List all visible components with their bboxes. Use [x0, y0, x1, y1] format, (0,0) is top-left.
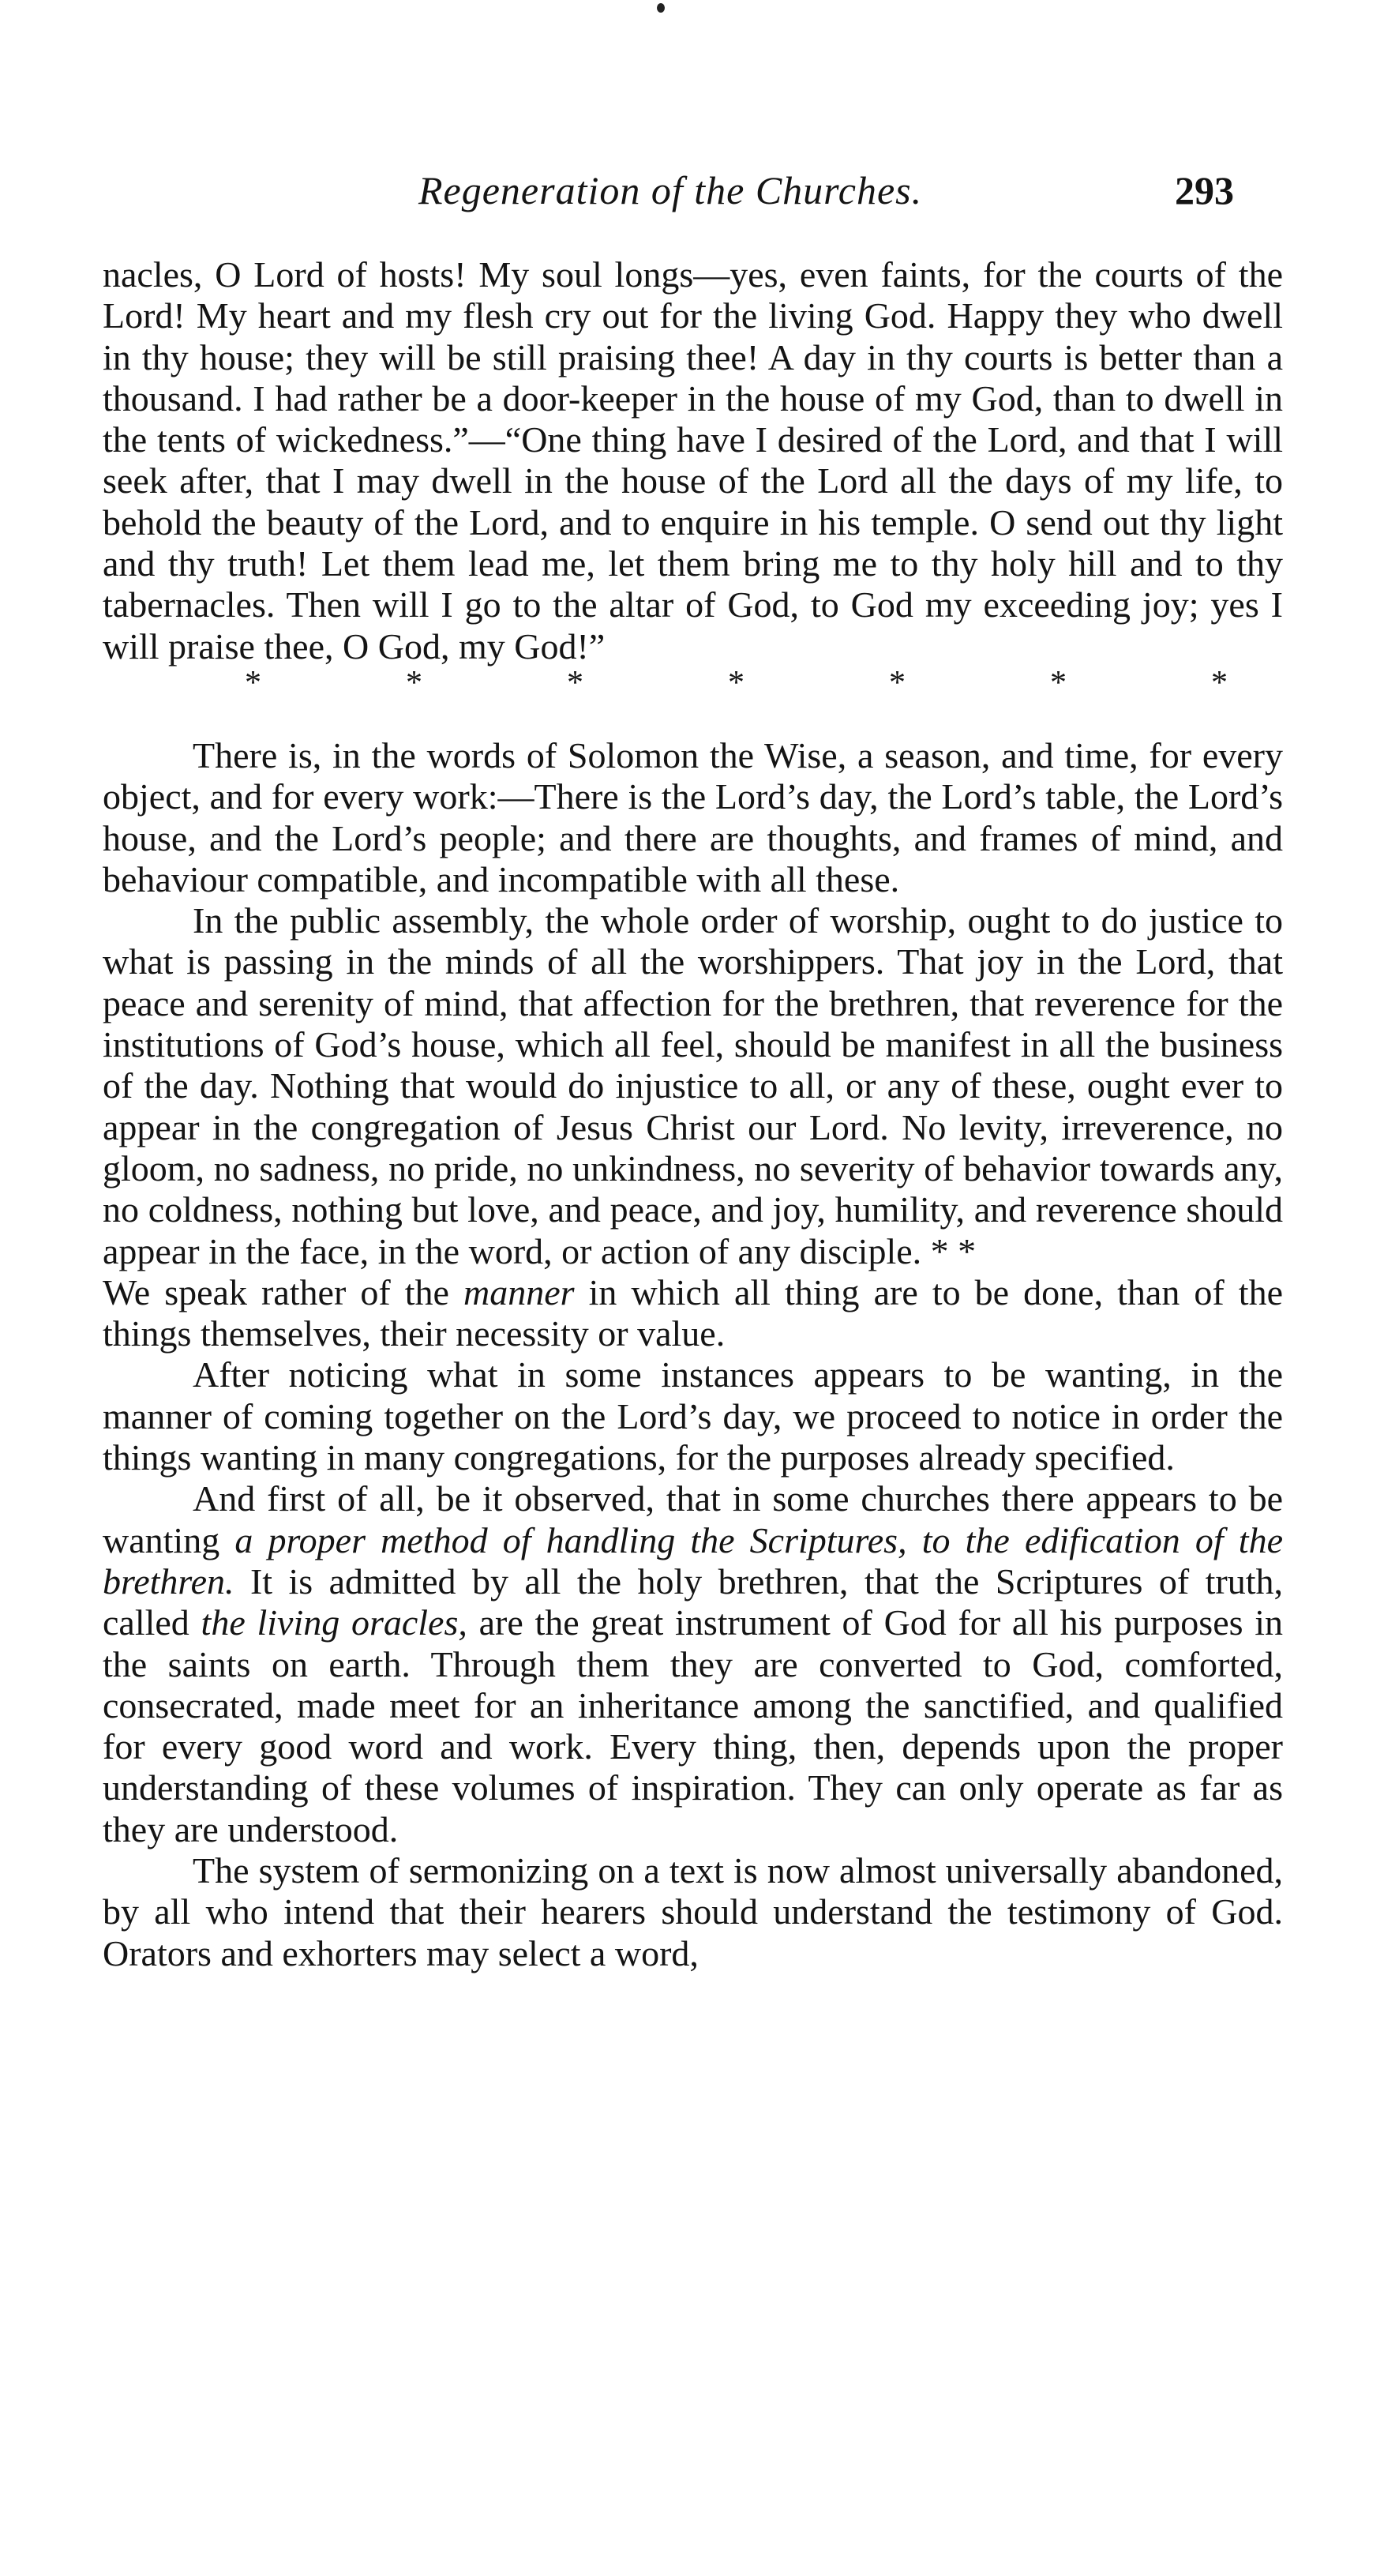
- asterisk: *: [567, 664, 583, 701]
- paragraph-1: nacles, O Lord of hosts! My soul longs—yes, even faints, for the courts of the Lord! My heart and my flesh cry out for the living God. Happy they who dwell in thy house; they will be still praising thee! A day in thy courts is better than a thousand. I had rather be a door-keeper in the house of my God, than to dwell in the tents of wickedness.”—“One thing have I desired of the Lord, and that I will seek after, that I may dwell in the house of the Lord all the days of my life, to behold the beauty of the Lord, and to enquire in his temple. O send out thy light and thy truth! Let them lead me, let them bring me to thy holy hill and to thy tabernacles. Then will I go to the altar of God, to God my exceeding joy; yes I will praise thee, O God, my God!”: [103, 254, 1283, 667]
- asterisk: *: [1211, 664, 1228, 701]
- paragraph-3-continued: [103, 1272, 1283, 1355]
- text-run: It is admitted by all the holy brethren, that the Scriptures of truth, called: [103, 1560, 1283, 1643]
- text-run: And first of all, be it observed, that in some churches there appears to be wanting: [103, 1478, 1283, 1560]
- asterisk: *: [728, 664, 745, 701]
- emphasis-living-oracles: the living oracles,: [201, 1602, 467, 1643]
- page-header: [0, 167, 1399, 223]
- asterisk: *: [889, 664, 906, 701]
- text-run: are the great instrument of God for all his purposes in the saints on earth. Through them they are converted to God, comforted, consecrated, made meet for an inheritance among the sanctified, and qualified for every good word and work. Every thing, then, depends upon the proper understanding of these volumes of inspiration. They can only operate as far as they are understood.: [103, 1602, 1284, 1849]
- paragraph-4: After noticing what in some instances appears to be wanting, in the manner of coming together on the Lord’s day, we proceed to notice in order the things wanting in many congregations, for the purposes already specified.: [103, 1354, 1283, 1478]
- paragraph-6: The system of sermonizing on a text is now almost universally abandoned, by all who intend that their hearers should understand the testimony of God. Orators and exhorters may select a word,: [103, 1849, 1283, 1973]
- spacer: [103, 712, 1283, 735]
- emphasis-proper-method: a proper method of handling the Scriptures, to the edification of the brethren.: [103, 1519, 1283, 1602]
- paragraph-2: There is, in the words of Solomon the Wise, a season, and time, for every object, and for every work:—There is the Lord’s day, the Lord’s table, the Lord’s house, and the Lord’s people; and there are thoughts, and frames of mind, and behaviour compatible, and incompatible with all these.: [103, 734, 1283, 899]
- asterisk: *: [245, 664, 261, 701]
- text-run: We speak rather of the: [103, 1271, 463, 1312]
- asterisk: *: [1050, 664, 1067, 701]
- ink-dot: [657, 3, 665, 13]
- emphasis-manner: manner: [463, 1271, 575, 1312]
- asterism: [103, 664, 1283, 712]
- paragraph-3: In the public assembly, the whole order of worship, ought to do justice to what is passing in the minds of all the worshippers. That joy in the Lord, that peace and serenity of mind, that affection for the brethren, that reverence for the institutions of God’s house, which all feel, should be manifest in all the business of the day. Nothing that would do injustice to all, or any of these, ought ever to appear in the congregation of Jesus Christ our Lord. No levity, irreverence, no gloom, no sadness, no pride, no unkindness, no severity of behavior towards any, no coldness, nothing but love, and peace, and joy, humility, and reverence should appear in the face, in the word, or action of any disciple. * *: [103, 900, 1283, 1271]
- running-title: Regeneration of the Churches.: [418, 168, 923, 212]
- paragraph-5: [103, 1478, 1283, 1850]
- asterisk: *: [406, 664, 422, 701]
- text-run: in which all thing are to be done, than of the things themselves, their necessity or value.: [103, 1271, 1284, 1354]
- body-text: [103, 254, 1283, 1974]
- page-number: 293: [1175, 168, 1234, 212]
